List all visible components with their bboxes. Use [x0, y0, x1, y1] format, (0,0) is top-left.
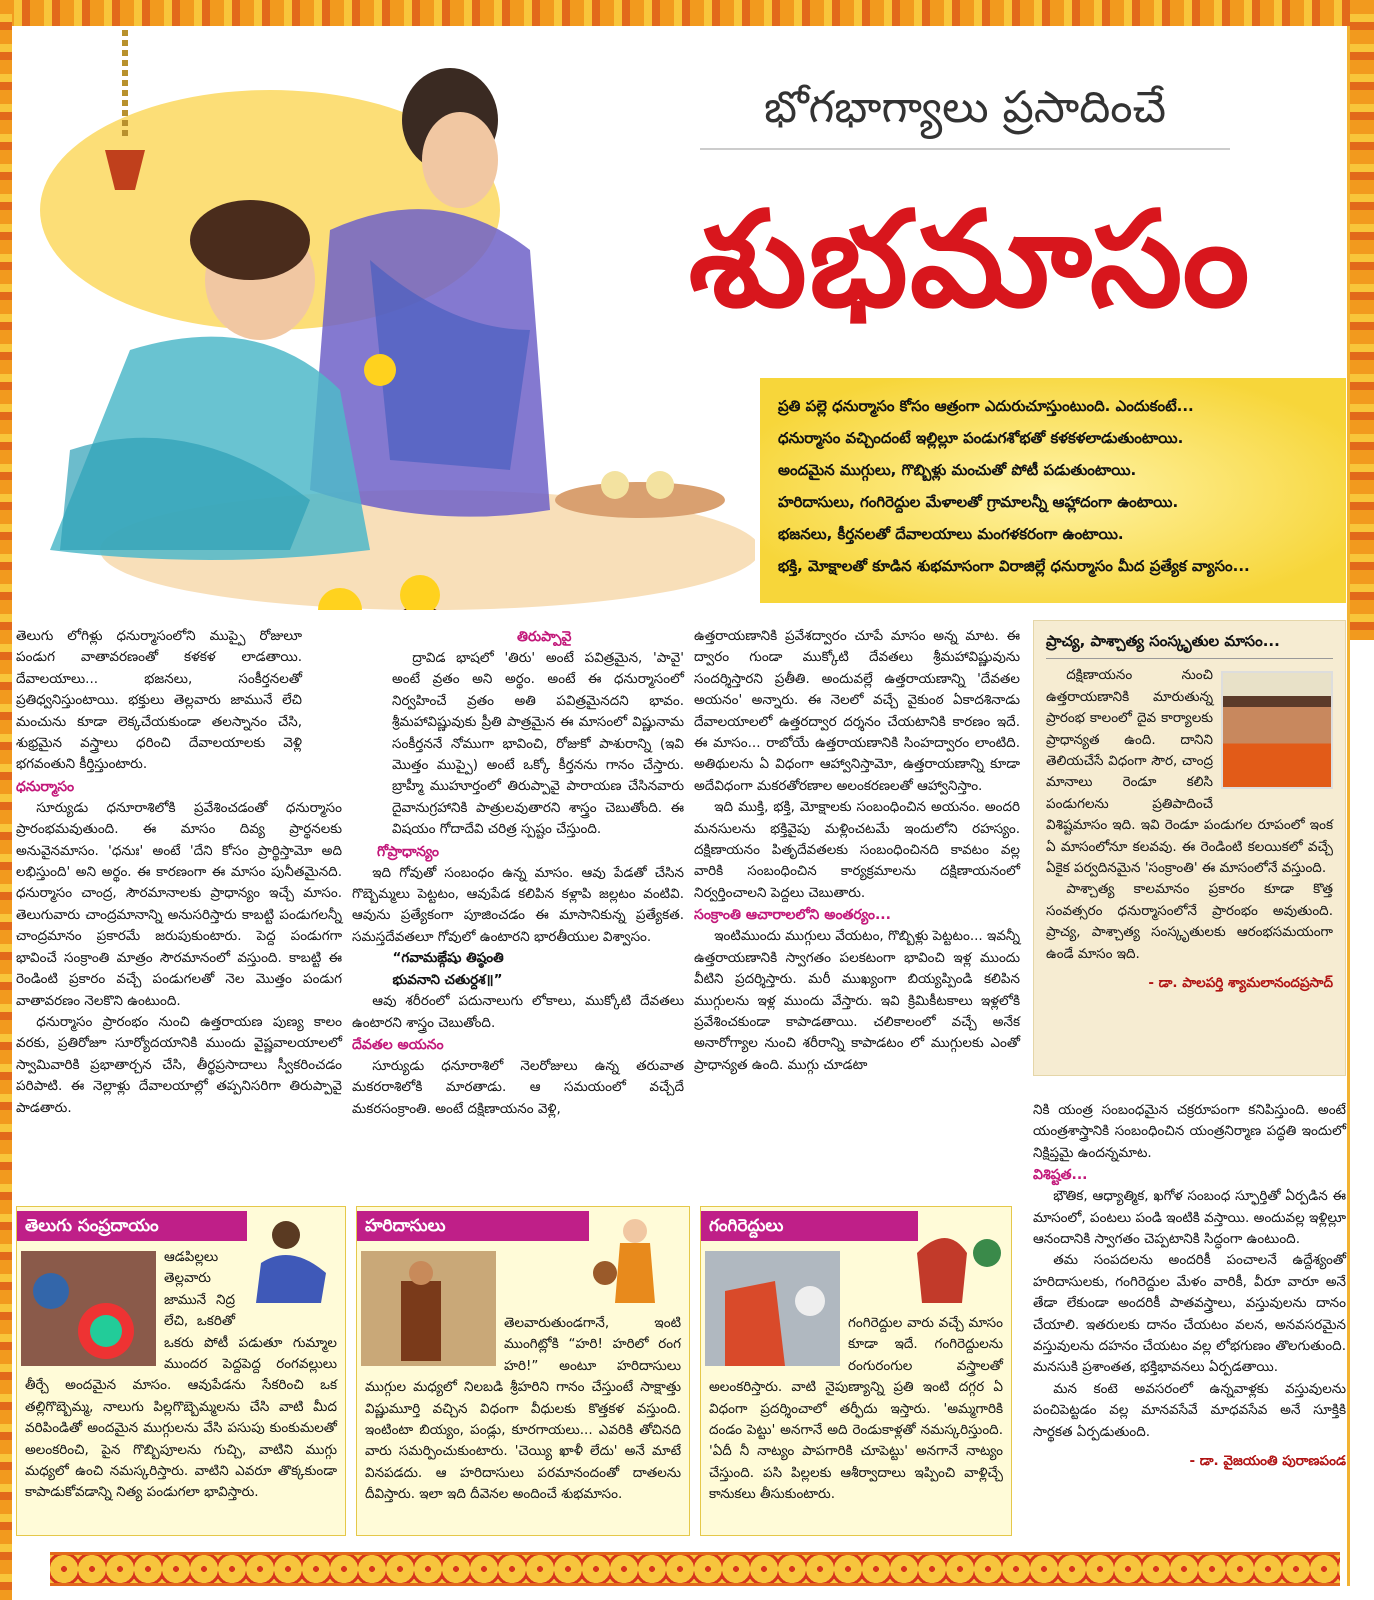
box-title: తెలుగు సంప్రదాయం: [17, 1211, 247, 1241]
section-heading: సంక్రాంతి ఆచారాలలోని అంతర్యం...: [694, 907, 891, 924]
box-haridasulu: [356, 1206, 690, 1536]
paragraph: తమ సంపదలను అందరికీ పంచాలనే ఉద్దేశ్యంతో హరిదాసులకు, గంగిరెద్దుల మేళం వారికీ, వీరూ వారూ అనే తేడా లేకుండా అందరికీ పాతవస్త్రాలు, వస్తువులను దానం చేయాలి. ఇతరులకు దానం చేయటం వలన, అనవసరమైన వస్తువులను దహనం చేయటం వల్ల లోభగుణం తొలగుతుంది. మనసుకి ప్రశాంతత, భక్తిభావనలు ఏర్పడతాయి.: [1033, 1252, 1346, 1376]
article-column-1: [16, 626, 342, 1119]
paragraph: ఇంటిముందు ముగ్గులు వేయటం, గొబ్బిళ్లు పెట్టటం... ఇవన్నీ ఉత్తరాయణానికి స్వాగతం పలకటంగా భావించి ఇళ్ల ముందు వీటిని ప్రదర్శిస్తారు. మరీ ముఖ్యంగా బియ్యప్పిండి కలిపిన ముగ్గులను ఇళ్ల ముందు వేస్తారు. ఇవి క్రిమికీటకాలు ఇళ్లలోకి ప్రవేశించకుండా కాపాడతాయి. చలికాలంలో వచ్చే అనేక అనారోగ్యాల నుంచి శరీరాన్ని కాపాడటం లో ముగ్గులకు ఎంతో ప్రాధాన్యత ఉంది. ముగ్గు చూడటా: [694, 928, 1020, 1073]
section-heading: ధనుర్మాసం: [16, 778, 75, 795]
paragraph: మన కంటె అవసరంలో ఉన్నవాళ్లకు వస్తువులను పంచిపెట్టడం వల్ల మానవసేవే మాధవసేవ అనే సూక్తికి సార్థకత ఏర్పడుతుంది.: [1033, 1380, 1346, 1440]
box-gangireddulu: [700, 1206, 1012, 1536]
quote-line: భువనాని చతుర్దశ॥”: [392, 971, 503, 988]
author-portrait: [1221, 671, 1333, 789]
paragraph: సూర్యుడు ధనూరాశిలోకి ప్రవేశించడంతో ధనుర్మాసం ప్రారంభమవుతుంది. ఈ మాసం దివ్య ప్రార్థనలకు అనువైనమాసం. 'ధనుః' అంటే 'దేని కోసం ప్రార్థిస్తామో అది లభిస్తుంది' అని అర్థం. ఈ కారణంగా ఈ మాసం పునీతమైనది. ధనుర్మాసం చాంద్ర, సౌరమానాలకు ప్రాధాన్యం ఇచ్చే మాసం. తెలుగువారు చాంద్రమానాన్ని అనుసరిస్తారు కాబట్టి పండుగలన్నీ చాంద్రమానం ప్రకారమే జరుపుకుంటారు. పెద్ద పండుగగా భావించే సంక్రాంతి మాత్రం సౌరమానంలో వస్తుంది. కాబట్టి ఈ రెండింటి ప్రకారం వచ్చే పండుగలతో నెల మొత్తం పండుగ వాతావరణం నెలకొని ఉంటుంది.: [16, 799, 342, 1009]
intro-line: భజనలు, కీర్తనలతో దేవాలయాలు మంగళకరంగా ఉంటాయి.: [778, 525, 1124, 543]
paragraph: ఆవు శరీరంలో పదునాలుగు లోకాలు, ముక్కోటి దేవతలు ఉంటారని శాస్త్రం చెబుతోంది.: [352, 993, 684, 1031]
paragraph: పాశ్చాత్య కాలమానం ప్రకారం కూడా కొత్త సంవత్సరం ధనుర్మాసంలోనే ప్రారంభం అవుతుంది. ప్రాచ్య, పాశ్చాత్య సంస్కృతులకు ఆరంభసమయంగా ఉండే మాసం ఇది.: [1046, 881, 1333, 962]
sidebar-byline: - డా. పాలపర్తి శ్యామలానందప్రసాద్: [1148, 975, 1333, 992]
paragraph: దక్షిణాయనం నుంచి ఉత్తరాయణానికి మారుతున్న ప్రారంభ కాలంలో దైవ కార్యాలకు ప్రాధాన్యత ఉంది. దానిని తెలియచేసే విధంగా సౌర, చాంద్ర మానాలు రెండూ కలిసి పండుగలను ప్రతిపాదించే విశిష్టమాసం ఇది. ఇవి రెండూ పండుగల రూపంలో ఇంక ఏ మాసంలోనూ కలవవు. ఈ రెండింటి కలయికలో వచ్చే ఏకైక పర్వదినమైన 'సంక్రాంతి' ఈ మాసంలోనే వస్తుంది.: [1046, 667, 1333, 877]
headline-kicker: భోగభాగ్యాలు ప్రసాదించే: [700, 82, 1230, 150]
box-title: గంగిరెద్దులు: [701, 1211, 918, 1241]
gangireddu-photo: [705, 1251, 840, 1366]
rangoli-photo: [21, 1251, 156, 1366]
sidebar-box: [1033, 620, 1346, 1076]
box-text: ఆడపిల్లలు తెల్లవారు జామునే నిద్ర లేచి, ఒకరితో ఒకరు పోటీ పడుతూ గుమ్మాల ముందర పెద్దపెద్ద రంగవల్లులు తీర్చే అందమైన మాసం. ఆవుపేడను సేకరించి ఒక తల్లిగొబ్బెమ్మ, నాలుగు పిల్లగొబ్బెమ్మలను చేసి వాటి మీద వరిపిండితో అందమైన ముగ్గులను వేసి పసుపు కుంకుమలతో అలంకరించి, పైన గొబ్బిపూలను గుచ్చి, వాటిని ముగ్గు మధ్యలో ఉంచి నమస్కరిస్తారు. వాటిని ఎవరూ తొక్కకుండా కాపాడుకోవడాన్ని నిత్య పండుగలా భావిస్తారు.: [25, 1249, 337, 1501]
quote-line: “గవామఙ్గేషు తిష్ఠంతి: [392, 950, 504, 967]
box-title: హరిదాసులు: [357, 1211, 589, 1241]
haridasu-photo: [361, 1251, 496, 1366]
section-heading: విశిష్టత...: [1033, 1167, 1088, 1184]
sidebar-title: ప్రాచ్య, పాశ్చాత్య సంస్కృతుల మాసం...: [1046, 631, 1333, 659]
box-telugu-tradition: [16, 1206, 346, 1536]
article-column-3: [694, 626, 1020, 1076]
decorative-bottom-border: [50, 1552, 1340, 1586]
paragraph: ధనుర్మాసం ప్రారంభం నుంచి ఉత్తరాయణ పుణ్య కాలం వరకు, ప్రతిరోజూ సూర్యోదయానికి ముందు వైష్ణవాలయాలలో స్వామివారికి ప్రభాతార్చన చేసి, తీర్థప్రసాదాలు స్వీకరించడం పరిపాటి. ఈ నెల్లాళ్లు దేవాలయాల్లో తప్పనిసరిగా తిరుప్పావై పాడతారు.: [16, 1013, 342, 1116]
article-column-4: [1033, 1100, 1346, 1473]
section-heading: గోప్రాధాన్యం: [377, 843, 440, 860]
intro-line: ధనుర్మాసం వచ్చిందంటే ఇల్లిల్లూ పండుగశోభతో కళకళలాడుతుంటాయి.: [778, 429, 1184, 447]
article-column-2: [352, 626, 684, 1120]
paragraph: ఇది ముక్తి, భక్తి, మోక్షాలకు సంబంధించిన అయనం. అందరి మనసులను భక్తివైపు మళ్లించటమే ఇందులోని రహస్యం. దక్షిణాయనం పితృదేవతలకు సంబంధించినది కావటం వల్ల వారికి సంబంధించిన కార్యక్రమాలను దక్షిణాయనంలో నిర్వర్తించాలని పెద్దలు చెబుతారు.: [694, 799, 1020, 901]
paragraph: ఇది గోవుతో సంబంధం ఉన్న మాసం. ఆవు పేడతో చేసిన గొబ్బెమ్మలు పెట్టటం, ఆవుపేడ కలిపిన కళ్లాపి జల్లటం వంటివి. ఆవును ప్రత్యేకంగా పూజించడం ఈ మాసానికున్న ప్రత్యేకత. సమస్తదేవతలూ గోవులో ఉంటారని భారతీయుల విశ్వాసం.: [352, 864, 684, 945]
box-text: తెలవారుతుండగానే, ఇంటి ముంగిట్లోకి “హరి! హరిలో రంగ హరి!” అంటూ హరిదాసులు ముగ్గుల మధ్యలో నిలబడి శ్రీహరిని గానం చేస్తుంటే సాక్షాత్తు విష్ణుమూర్తి వచ్చిన విధంగా వీధులకు కొత్తకళ వస్తుంది. ఇంటింటా బియ్యం, పండ్లు, కూరగాయలు... ఎవరికి తోచినది వారు సమర్పించుకుంటారు. 'చెయ్యి ఖాళీ లేదు' అనే మాటే వినపడదు. ఆ హరిదాసులు పరమానందంతో దాతలను దీవిస్తారు. ఇలా ఇది దీవెనల అందించే శుభమాసం.: [365, 1315, 681, 1503]
intro-box: [760, 378, 1346, 603]
intro-line: ప్రతి పల్లె ధనుర్మాసం కోసం ఆత్రంగా ఎదురుచూస్తుంటుంది. ఎందుకంటే...: [778, 397, 1194, 415]
intro-line: భక్తి, మోక్షాలతో కూడిన శుభమాసంగా విరాజిల్లే ధనుర్మాసం మీద ప్రత్యేక వ్యాసం...: [778, 557, 1250, 575]
paragraph: ద్రావిడ భాషలో 'తిరు' అంటే పవిత్రమైన, 'పావై' అంటే వ్రతం అని అర్థం. అంటే ఈ ధనుర్మాసంలో నిర్వహించే వ్రతం అతి పవిత్రమైనదని భావం. శ్రీమహావిష్ణువుకు ప్రీతి పాత్రమైన ఈ మాసంలో విష్ణునామ సంకీర్తననే నోముగా భావించి, రోజుకో పాశురాన్ని (ఇవి మొత్తం ముప్పై) అంటే ఒక్కో కీర్తనను గానం చేస్తారు. బ్రాహ్మీ ముహూర్తంలో తిరుప్పావై పారాయణ చేసినవారు దైవానుగ్రహానికి పాత్రులవుతారని శాస్త్రం చెబుతోంది. ఈ విషయం గోదాదేవి చరిత్ర స్పష్టం చేస్తుంది.: [392, 650, 684, 838]
paragraph: ఉత్తరాయణానికి ప్రవేశద్వారం చూపే మాసం అన్న మాట. ఈ ద్వారం గుండా ముక్కోటి దేవతలు శ్రీమహావిష్ణువును సందర్శిస్తారని ప్రతీతి. అందువల్లే ఉత్తరాయణాన్ని 'దేవతల అయనం' అన్నారు. ఈ నెలలో వచ్చే వైకుంఠ ఏకాదశినాడు దేవాలయాలలో ఉత్తరద్వార దర్శనం చేయటానికి కారణం ఇదే. ఈ మాసం... రాబోయే ఉత్తరాయణానికి సింహద్వారం లాంటిది. అతిథులను ఏ విధంగా ఆహ్వానిస్తామో, ఉత్తరాయణాన్ని కూడా అదేవిధంగా మకరతోరణాల అలంకరణలతో ఆహ్వానిస్తాం.: [694, 628, 1020, 794]
headline-title: శుభమాసం: [688, 183, 1252, 337]
haridasu-illustration: [585, 1213, 685, 1309]
box-text: గంగిరెద్దుల వారు వచ్చే మాసం కూడా ఇదే. గంగిరెద్దులను రంగురంగుల వస్త్రాలతో అలంకరిస్తారు. వాటి నైపుణ్యాన్ని ప్రతి ఇంటి దగ్గర ఏ విధంగా ప్రదర్శించాలో తర్ఫీదు ఇస్తారు. 'అమ్మగారికి దండం పెట్టు' అనగానే అది రెండుకాళ్లతో నమస్కరిస్తుంది. 'ఏదీ నీ నాట్యం పాపగారికి చూపెట్టు' అనగానే నాట్యం చేస్తుంది. పసి పిల్లలకు ఆశీర్వాదాలు ఇప్పించి వాళ్లిచ్చే కానుకలు తీసుకుంటారు.: [709, 1315, 1003, 1503]
paragraph: నికి యంత్ర సంబంధమైన చక్రరూపంగా కనిపిస్తుంది. అంటే యంత్రశాస్త్రానికి సంబంధించిన యంత్రనిర్మాణ పద్ధతి ఇందులో నిక్షిప్తమై ఉందన్నమాట.: [1033, 1102, 1346, 1161]
floral-border-top: [0, 0, 1374, 26]
paragraph: తెలుగు లోగిళ్లు ధనుర్మాసంలోని ముప్పై రోజులూ పండుగ వాతావరణంతో కళకళ లాడతాయి. దేవాలయాలు... భజనలు, సంకీర్తనలతో ప్రతిధ్వనిస్తుంటాయి. భక్తులు తెల్లవారు జామునే లేచి మంచును కూడా లెక్కచేయకుండా తలస్నానం చేసి, శుభ్రమైన వస్త్రాలు ధరించి దేవాలయాలకు వెళ్లి భగవంతుని కీర్తిస్తుంటారు.: [16, 628, 302, 773]
woman-drawing-rangoli-illustration: [241, 1213, 341, 1309]
gangireddu-illustration: [907, 1213, 1007, 1309]
intro-line: హరిదాసులు, గంగిరెద్దుల మేళాలతో గ్రామాలన్నీ ఆహ్లాదంగా ఉంటాయి.: [778, 493, 1179, 511]
section-heading: తిరుప్పావై: [517, 629, 572, 645]
paragraph: సూర్యుడు ధనూరాశిలో నెలరోజులు ఉన్న తరువాత మకరరాశిలోకి మారతాడు. ఆ సమయంలో వచ్చేదే మకరసంక్రాంతి. అంటే దక్షిణాయనం వెళ్లి,: [352, 1057, 684, 1117]
article-byline: - డా. వైజయంతి పురాణపండ: [1189, 1453, 1346, 1470]
paragraph: భౌతిక, ఆధ్యాత్మిక, ఖగోళ సంబంధ స్ఫూర్తితో ఏర్పడిన ఈ మాసంలో, పంటలు పండి ఇంటికి వస్తాయి. అందువల్ల ఇళ్లిల్లూ ఆనందానికి స్వాగతం చెప్పటానికి సిద్ధంగా ఉంటుంది.: [1033, 1188, 1346, 1248]
section-heading: దేవతల అయనం: [352, 1036, 444, 1053]
intro-line: అందమైన ముగ్గులు, గొబ్బిళ్లు మంచుతో పోటీ పడుతుంటాయి.: [778, 461, 1137, 479]
